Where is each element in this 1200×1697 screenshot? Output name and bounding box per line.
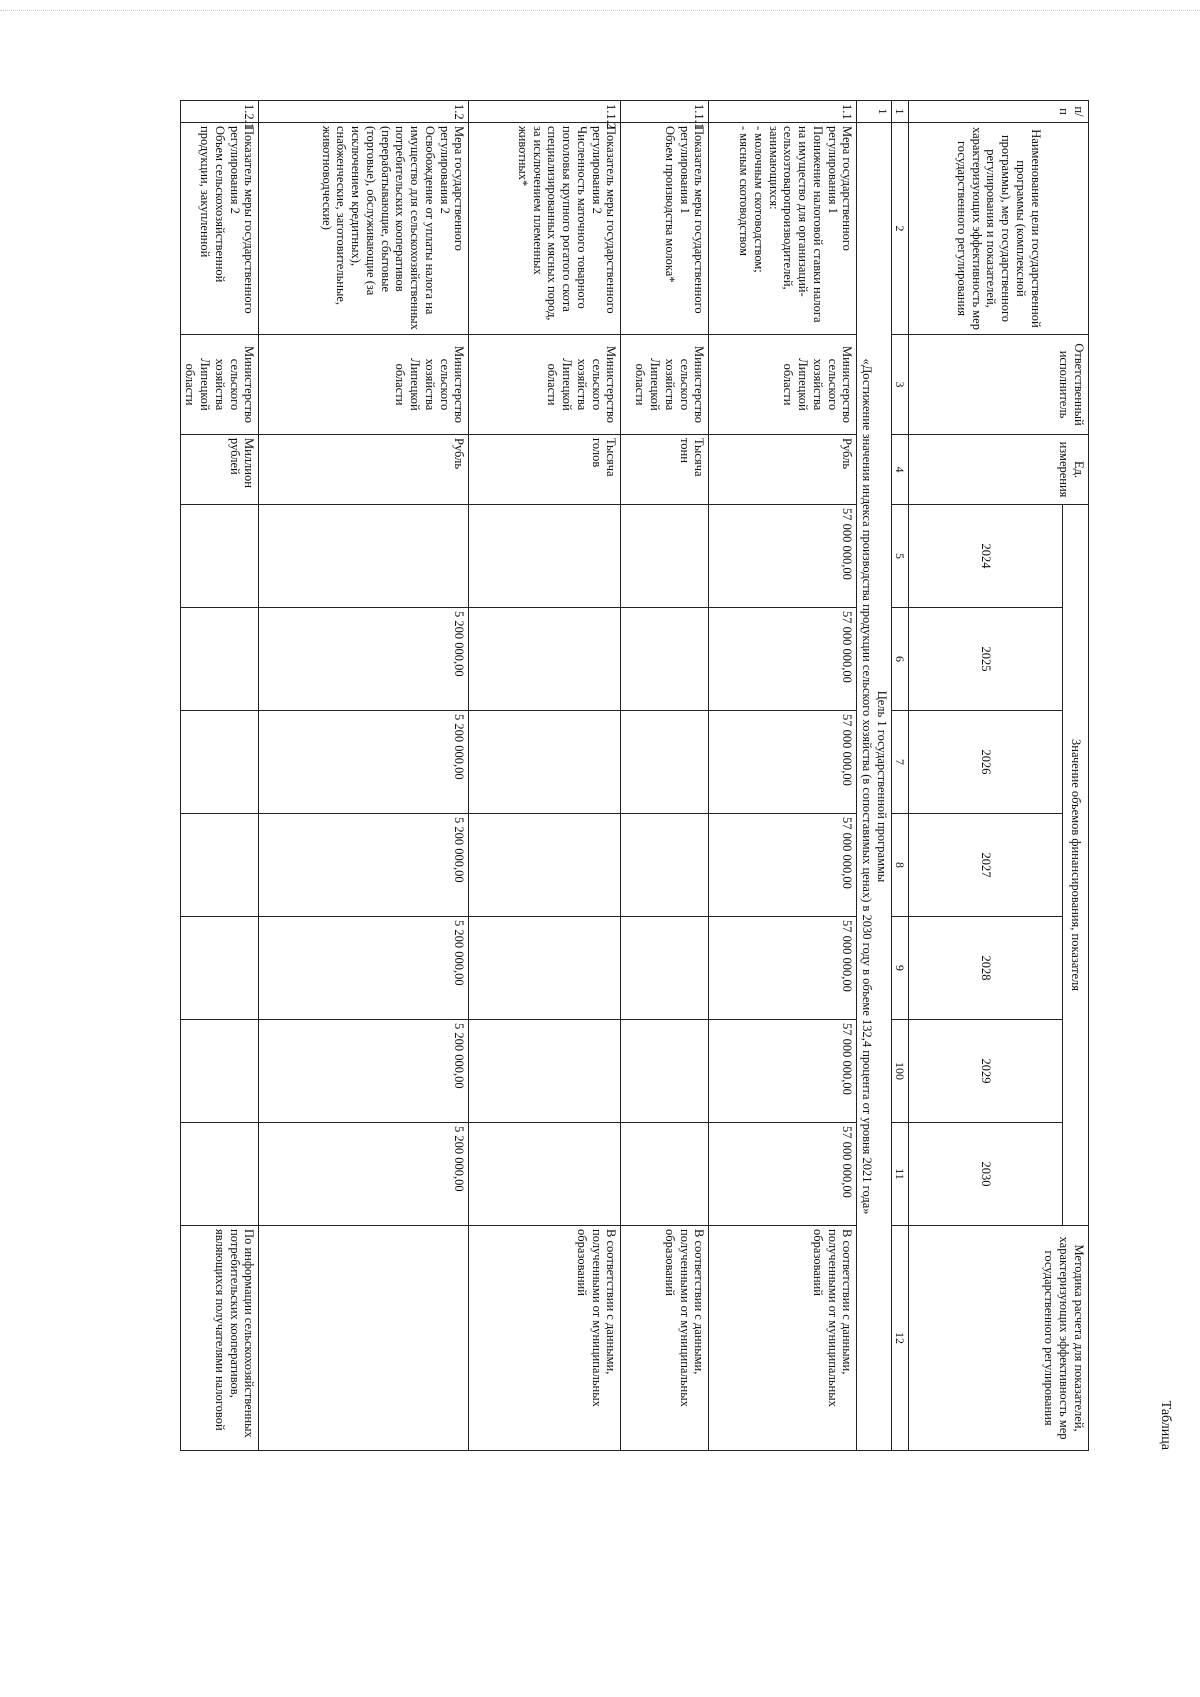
row-num: 1.1.1: [621, 101, 709, 123]
row-value: [469, 505, 621, 608]
row-executor: Министерство сельского хозяйства Липецкой области: [259, 335, 469, 435]
row-value: 57 000 000,00: [709, 814, 857, 917]
row-value: 57 000 000,00: [709, 917, 857, 1020]
regulation-table: [180, 100, 1089, 1451]
goal-num: 1: [857, 101, 892, 123]
row-value: [621, 1020, 709, 1123]
row-value: [180, 917, 259, 1020]
row-method: По информации сельскохозяйственных потребительских кооперативов, являющихся получателями налоговой: [180, 1226, 259, 1451]
table-row: [621, 101, 709, 1451]
row-unit: Рубль: [259, 435, 469, 505]
row-method: [259, 1226, 469, 1451]
row-value: [621, 505, 709, 608]
row-value: 5 200 000,00: [259, 1123, 469, 1226]
header-year: 2025: [909, 608, 1063, 711]
row-value: [180, 814, 259, 917]
column-number: 11: [891, 1123, 908, 1226]
row-executor: Министерство сельского хозяйства Липецкой области: [709, 335, 857, 435]
row-value: [180, 711, 259, 814]
column-number: 6: [891, 608, 908, 711]
row-executor: Министерство сельского хозяйства Липецкой области: [621, 335, 709, 435]
row-value: [259, 505, 469, 608]
top-dotted-line: [0, 10, 1200, 11]
header-year: 2024: [909, 505, 1063, 608]
row-unit: Рубль: [709, 435, 857, 505]
column-number: 2: [891, 123, 908, 335]
header-year: 2027: [909, 814, 1063, 917]
goal-title: Цель 1 государственной программы: [874, 690, 889, 883]
row-executor: Министерство сельского хозяйства Липецкой области: [180, 335, 259, 435]
row-value: 57 000 000,00: [709, 1123, 857, 1226]
row-method: В соответствии с данными, полученными от муниципальных образований: [621, 1226, 709, 1451]
row-value: [180, 505, 259, 608]
header-financing-group: Значение объемов финансирования, показателя: [1063, 505, 1089, 1226]
table-row: [180, 101, 259, 1451]
column-number: 7: [891, 711, 908, 814]
row-name: Мера государственного регулирования 1 Понижение налоговой ставки налога на имущество для организаций-сельхозтоваропроизводителей, занимающихся: - молочным скотоводством; - мясным скотоводством: [709, 123, 857, 335]
row-value: 5 200 000,00: [259, 814, 469, 917]
column-number: 3: [891, 335, 908, 435]
row-value: 57 000 000,00: [709, 1020, 857, 1123]
rotated-page: [183, 80, 1173, 1450]
row-name: Показатель меры государственного регулирования 1 Объем производства молока*: [621, 123, 709, 335]
header-year: 2030: [909, 1123, 1063, 1226]
table-row: [469, 101, 621, 1451]
row-value: [469, 1020, 621, 1123]
row-value: [180, 1123, 259, 1226]
column-number: 100: [891, 1020, 908, 1123]
header-method: Методика расчета для показателей, характеризующих эффективность мер государственного регулирования: [909, 1226, 1089, 1451]
header-unit: Ед. измерения: [909, 435, 1089, 505]
column-number: 1: [891, 101, 908, 123]
goal-row: [857, 123, 892, 1451]
row-value: [469, 608, 621, 711]
column-number: 8: [891, 814, 908, 917]
row-method: В соответствии с данными, полученными от муниципальных образований: [709, 1226, 857, 1451]
row-num: 1.1.2: [469, 101, 621, 123]
row-value: 57 000 000,00: [709, 608, 857, 711]
table-row: [259, 101, 469, 1451]
row-value: [621, 608, 709, 711]
row-value: 5 200 000,00: [259, 1020, 469, 1123]
row-value: 5 200 000,00: [259, 608, 469, 711]
row-value: 57 000 000,00: [709, 711, 857, 814]
row-value: [621, 1123, 709, 1226]
row-value: [621, 814, 709, 917]
row-num: 1.1: [709, 101, 857, 123]
row-value: [469, 711, 621, 814]
goal-text: «Достижение значения индекса производства продукции сельского хозяйства (в сопоставимых ценах) в 2030 году в объеме 132,4 процента от уровня 2021 года»: [860, 358, 875, 1215]
row-name: Показатель меры государственного регулирования 2 Объем сельскохозяйственной продукции, закупленной: [180, 123, 259, 335]
row-num: 1.2: [259, 101, 469, 123]
row-name: Мера государственного регулирования 2 Освобождение от уплаты налога на имущество для сельскохозяйственных потребительских кооперативов (перерабатывающие, сбытовые (торговые), обслуживающие (за исключением кредитных), снабженческие, заготовительные, животноводческие): [259, 123, 469, 335]
header-year: 2029: [909, 1020, 1063, 1123]
row-num: 1.2.1: [180, 101, 259, 123]
row-unit: Миллион рублей: [180, 435, 259, 505]
row-unit: Тысяча голов: [469, 435, 621, 505]
column-number: 4: [891, 435, 908, 505]
header-year: 2028: [909, 917, 1063, 1020]
row-value: 5 200 000,00: [259, 711, 469, 814]
row-executor: Министерство сельского хозяйства Липецкой области: [469, 335, 621, 435]
row-value: [621, 917, 709, 1020]
column-number: 5: [891, 505, 908, 608]
row-value: 57 000 000,00: [709, 505, 857, 608]
table-caption: Таблица: [1158, 1400, 1173, 1450]
row-value: [180, 1020, 259, 1123]
header-num: п/п: [909, 101, 1089, 123]
row-value: [180, 608, 259, 711]
row-value: [469, 814, 621, 917]
row-value: [469, 1123, 621, 1226]
row-value: 5 200 000,00: [259, 917, 469, 1020]
column-number: 9: [891, 917, 908, 1020]
header-executor: Ответственный исполнитель: [909, 335, 1089, 435]
header-name: Наименование цели государственной программы (комплексной программы), мер государственного регулирования и показателей, характеризующих эффективность мер государственного регулирования: [909, 123, 1089, 335]
row-unit: Тысяча тонн: [621, 435, 709, 505]
row-value: [469, 917, 621, 1020]
row-value: [621, 711, 709, 814]
row-method: В соответствии с данными, полученными от муниципальных образований: [469, 1226, 621, 1451]
table-row: [709, 101, 857, 1451]
column-number: 12: [891, 1226, 908, 1451]
header-year: 2026: [909, 711, 1063, 814]
row-name: Показатель меры государственного регулирования 2 Численность маточного товарного поголовья крупного рогатого скота специализированных мясных пород, за исключением племенных животных*: [469, 123, 621, 335]
